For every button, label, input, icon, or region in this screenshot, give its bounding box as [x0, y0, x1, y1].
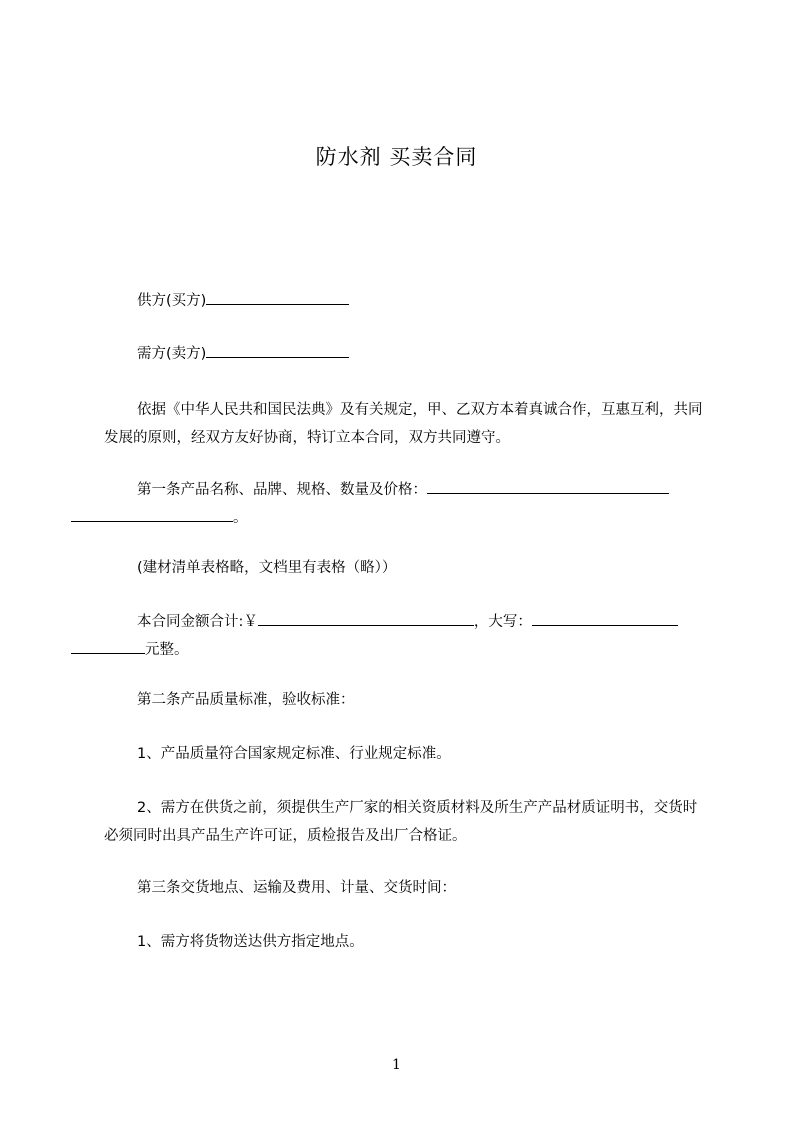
article1-paragraph [104, 476, 704, 532]
article1-blank-1[interactable] [427, 479, 669, 494]
article2-item-2: 2、需方在供货之前，须提供生产厂家的相关资质材料及所生产产品材质证明书，交货时必须同时出具产品生产许可证，质检报告及出厂合格证。 [104, 800, 698, 844]
yuan-suffix: 元整。 [145, 642, 189, 658]
article1-end: 。 [233, 510, 248, 526]
article3-heading: 第三条交货地点、运输及费用、计量、交货时间： [137, 880, 456, 896]
uppercase-label: ，大写： [473, 614, 532, 630]
total-label: 本合同金额合计:￥ [137, 614, 258, 630]
preamble-paragraph: 依据《中华人民共和国民法典》及有关规定，甲、乙双方本着真诚合作，互惠互利，共同发展的原则，经双方友好协商，特订立本合同，双方共同遵守。 [104, 402, 703, 446]
article3-item-1: 1、需方将货物送达供方指定地点。 [137, 934, 364, 950]
supplier-blank[interactable] [206, 290, 349, 305]
article1-heading: 第一条产品名称、品牌、规格、数量及价格： [137, 482, 427, 498]
article1-blank-2[interactable] [71, 507, 233, 522]
buyer-blank[interactable] [206, 343, 349, 358]
total-amount-blank[interactable] [258, 611, 474, 626]
article2-item-1: 1、产品质量符合国家规定标准、行业规定标准。 [137, 746, 451, 762]
buyer-line [104, 340, 704, 368]
uppercase-blank-1[interactable] [532, 611, 678, 626]
buyer-label: 需方(卖方) [137, 346, 207, 362]
materials-note: (建材清单表格略，文档里有表格（略）） [137, 560, 397, 576]
document-title: 防水剂 买卖合同 [315, 145, 478, 169]
supplier-label: 供方(买方) [137, 293, 207, 309]
total-amount-paragraph [104, 608, 704, 664]
uppercase-blank-2[interactable] [71, 639, 145, 654]
page-number: 1 [392, 1057, 401, 1073]
supplier-line [104, 287, 704, 315]
article2-heading: 第二条产品质量标准，验收标准： [137, 692, 355, 708]
